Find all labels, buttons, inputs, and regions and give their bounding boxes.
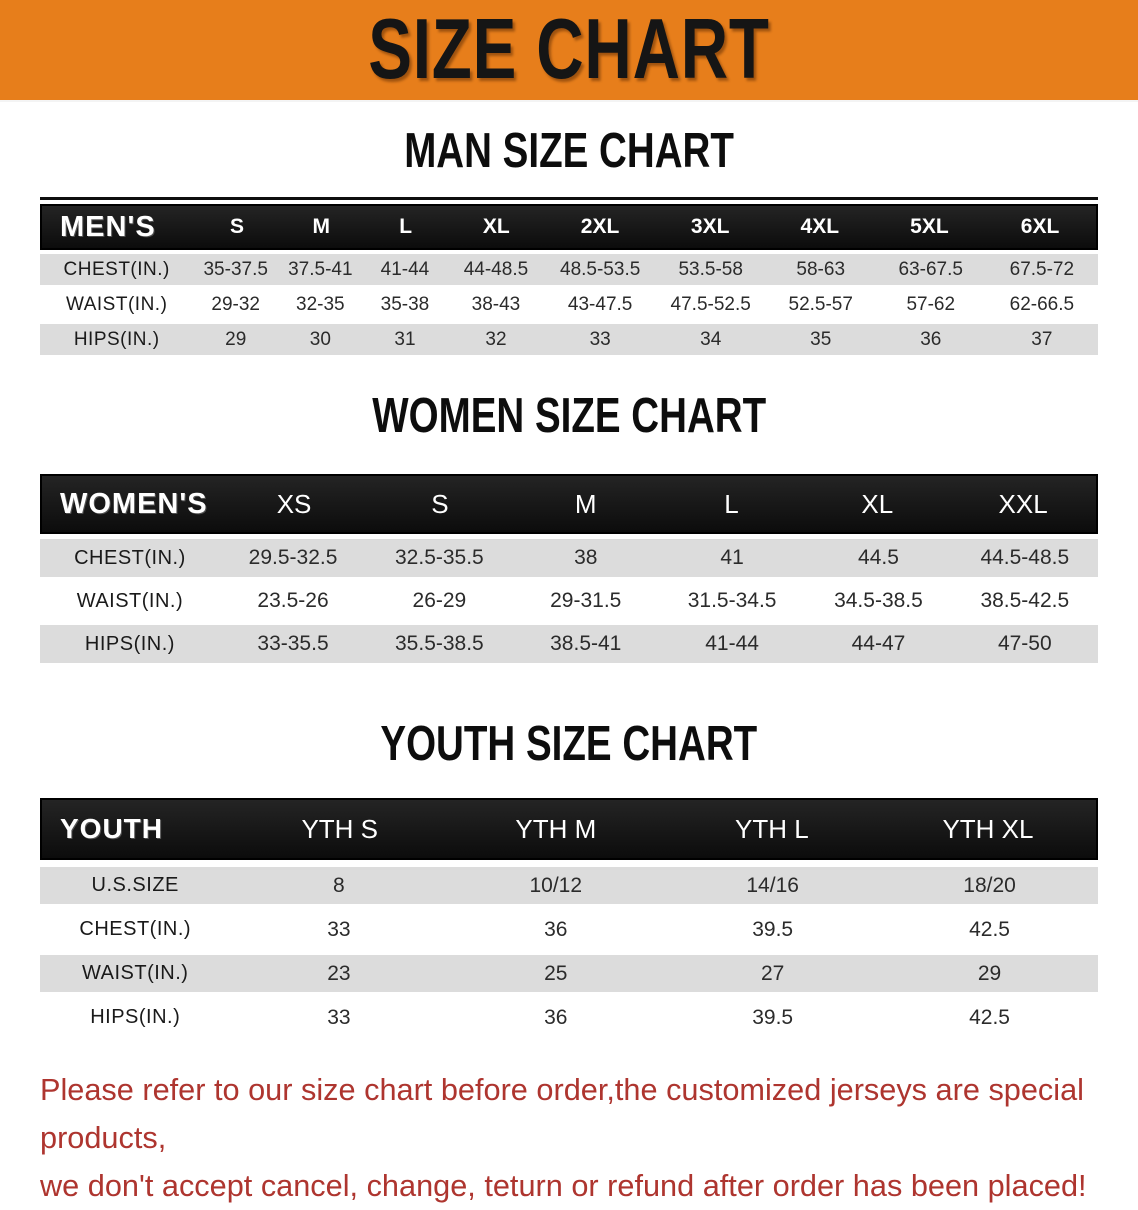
column-header: XL: [482, 215, 510, 238]
column-header: S: [431, 488, 449, 519]
column-header: YTH S: [301, 813, 379, 844]
value-cell: 33: [327, 1005, 351, 1029]
youth-table-body: [40, 867, 1098, 1036]
row-label: CHEST(IN.): [63, 258, 170, 280]
value-cell: 42.5: [969, 1005, 1010, 1029]
table-corner-label: YOUTH: [60, 813, 163, 844]
table-row: [40, 867, 1098, 904]
value-cell: 35-37.5: [203, 258, 268, 280]
women-section-heading-text: WOMEN SIZE CHART: [372, 386, 766, 443]
value-cell: 37: [1031, 328, 1053, 350]
row-label: WAIST(IN.): [76, 589, 184, 612]
value-cell: 44-48.5: [463, 258, 529, 280]
men-section-heading-text: MAN SIZE CHART: [404, 121, 734, 178]
value-cell: 29-31.5: [550, 589, 622, 612]
value-cell: 31.5-34.5: [687, 589, 777, 612]
table-row: [40, 625, 1098, 663]
youth-size-table: [40, 798, 1098, 1036]
column-header: XXL: [998, 488, 1048, 519]
value-cell: 47.5-52.5: [670, 293, 751, 315]
value-cell: 38: [574, 546, 598, 569]
value-cell: 39.5: [752, 1005, 794, 1029]
value-cell: 27: [760, 961, 785, 985]
men-section-heading: [0, 121, 1138, 183]
value-cell: 32.5-35.5: [395, 546, 484, 569]
value-cell: 8: [333, 873, 345, 897]
value-cell: 33-35.5: [257, 632, 329, 655]
value-cell: 44-47: [851, 632, 906, 655]
youth-section-heading-text: YOUTH SIZE CHART: [380, 714, 758, 771]
men-table-header-bar: [40, 204, 1098, 250]
youth-size-chart-section: [0, 714, 1138, 1036]
value-cell: 41: [720, 546, 744, 569]
value-cell: 42.5: [969, 917, 1010, 941]
table-row: [40, 911, 1098, 948]
disclaimer-line-2: we don't accept cancel, change, teturn or refund after order has been placed!: [40, 1168, 1087, 1203]
value-cell: 43-47.5: [567, 293, 633, 315]
table-top-rule: [40, 197, 1098, 200]
column-header: S: [229, 215, 244, 238]
value-cell: 38.5-42.5: [980, 589, 1070, 612]
value-cell: 57-62: [906, 293, 956, 315]
value-cell: 52.5-57: [788, 293, 853, 315]
column-header: XS: [276, 488, 312, 519]
value-cell: 36: [544, 1005, 568, 1029]
value-cell: 47-50: [997, 632, 1052, 655]
value-cell: 37.5-41: [288, 258, 353, 280]
table-row: [40, 955, 1098, 992]
column-header: 6XL: [1020, 215, 1060, 238]
value-cell: 62-66.5: [1009, 293, 1075, 315]
value-cell: 58-63: [796, 258, 846, 280]
value-cell: 34.5-38.5: [834, 589, 923, 612]
value-cell: 33: [589, 328, 611, 350]
value-cell: 44.5-48.5: [980, 546, 1070, 569]
women-table-header-bar: [40, 474, 1098, 534]
value-cell: 29: [225, 328, 247, 350]
row-label: U.S.SIZE: [91, 874, 179, 896]
column-header: 5XL: [910, 215, 949, 238]
value-cell: 29.5-32.5: [248, 546, 338, 569]
table-row: [40, 324, 1098, 355]
value-cell: 36: [544, 917, 568, 941]
value-cell: 36: [920, 328, 942, 350]
value-cell: 18/20: [963, 873, 1016, 897]
value-cell: 35-38: [380, 293, 430, 315]
value-cell: 63-67.5: [898, 258, 963, 280]
men-size-chart-section: [0, 121, 1138, 355]
row-label: HIPS(IN.): [73, 328, 160, 350]
value-cell: 26-29: [412, 589, 467, 612]
youth-section-heading: [0, 714, 1138, 776]
women-size-chart-section: [0, 386, 1138, 663]
value-cell: 32: [485, 328, 507, 350]
disclaimer-text: [40, 1066, 1097, 1210]
column-header: 4XL: [800, 215, 840, 238]
value-cell: 25: [544, 961, 568, 985]
value-cell: 35: [810, 328, 832, 350]
row-label: HIPS(IN.): [90, 1006, 181, 1028]
men-table-body: [40, 254, 1098, 355]
column-header: 3XL: [690, 215, 730, 238]
value-cell: 44.5: [858, 546, 899, 569]
value-cell: 38.5-41: [550, 632, 622, 655]
column-header: L: [724, 488, 739, 519]
value-cell: 23: [327, 961, 351, 985]
value-cell: 41-44: [380, 258, 430, 280]
value-cell: 41-44: [705, 632, 759, 655]
banner-title: SIZE CHART: [368, 2, 770, 97]
table-row: [40, 289, 1098, 320]
column-header: M: [574, 488, 597, 519]
column-header: L: [399, 215, 413, 238]
column-header: M: [312, 215, 331, 238]
value-cell: 67.5-72: [1009, 258, 1075, 280]
value-cell: 23.5-26: [257, 589, 329, 612]
value-cell: 48.5-53.5: [560, 258, 641, 280]
row-label: WAIST(IN.): [66, 293, 168, 315]
value-cell: 29-32: [211, 293, 261, 315]
women-size-table: [40, 474, 1098, 663]
value-cell: 29: [977, 961, 1002, 985]
value-cell: 31: [394, 328, 416, 350]
table-corner-label: MEN'S: [60, 210, 156, 243]
value-cell: 30: [309, 328, 331, 350]
row-label: WAIST(IN.): [81, 962, 189, 984]
column-header: YTH L: [735, 813, 809, 844]
row-label: CHEST(IN.): [74, 546, 186, 569]
column-header: YTH M: [515, 813, 597, 844]
value-cell: 34: [700, 328, 722, 350]
size-chart-banner: [0, 0, 1138, 102]
row-label: CHEST(IN.): [79, 918, 192, 940]
column-header: XL: [861, 488, 894, 519]
men-size-table: [40, 197, 1098, 355]
table-row: [40, 254, 1098, 285]
value-cell: 14/16: [746, 873, 799, 897]
women-table-body: [40, 539, 1098, 663]
value-cell: 38-43: [471, 293, 521, 315]
table-row: [40, 539, 1098, 577]
column-header: YTH XL: [942, 813, 1034, 844]
youth-table-header-bar: [40, 798, 1098, 860]
value-cell: 10/12: [529, 873, 583, 897]
table-corner-label: WOMEN'S: [60, 487, 208, 520]
table-row: [40, 582, 1098, 620]
women-section-heading: [0, 386, 1138, 448]
value-cell: 53.5-58: [678, 258, 743, 280]
row-label: HIPS(IN.): [84, 632, 175, 655]
value-cell: 39.5: [752, 917, 794, 941]
value-cell: 32-35: [296, 293, 345, 315]
table-row: [40, 999, 1098, 1036]
value-cell: 35.5-38.5: [395, 632, 484, 655]
disclaimer-line-1: Please refer to our size chart before order,the customized jerseys are special products,: [40, 1072, 1084, 1155]
value-cell: 33: [327, 917, 351, 941]
column-header: 2XL: [580, 215, 620, 238]
